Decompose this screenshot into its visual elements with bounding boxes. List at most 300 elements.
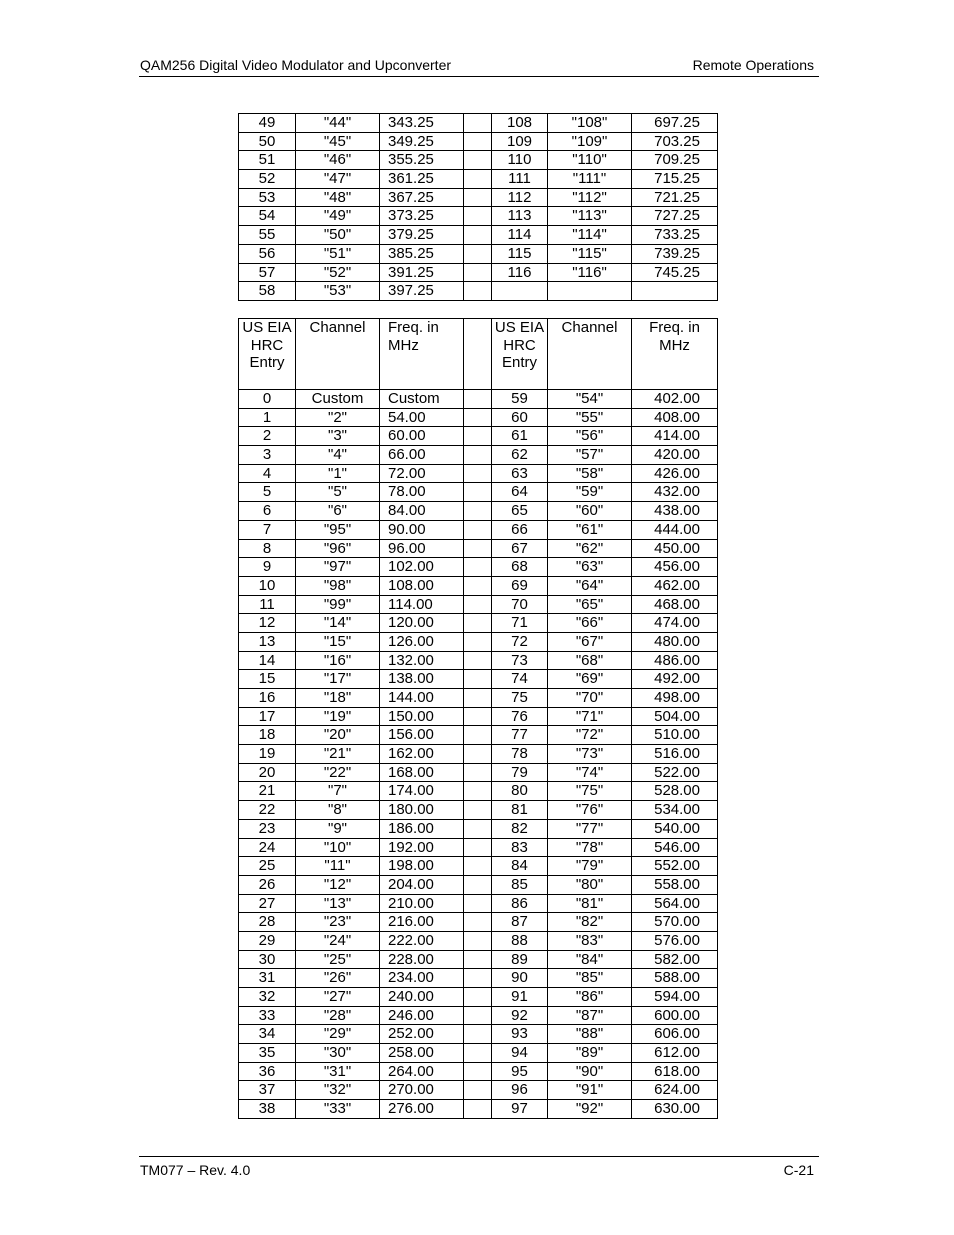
cell-entry: 113: [492, 207, 548, 226]
cell-channel: "95": [296, 520, 380, 539]
column-gap: [464, 819, 492, 838]
cell-entry: 3: [239, 446, 296, 465]
header-entry: US EIA HRC Entry: [492, 319, 548, 390]
cell-entry: 29: [239, 931, 296, 950]
cell-freq: 438.00: [632, 502, 718, 521]
cell-freq: 450.00: [632, 539, 718, 558]
cell-freq: 198.00: [380, 857, 464, 876]
column-gap: [464, 520, 492, 539]
cell-channel: "111": [548, 170, 632, 189]
cell-entry: 110: [492, 151, 548, 170]
cell-entry: 36: [239, 1062, 296, 1081]
cell-freq: 204.00: [380, 875, 464, 894]
table-row: [239, 114, 718, 133]
cell-entry: 12: [239, 614, 296, 633]
cell-entry: 77: [492, 726, 548, 745]
cell-freq: 576.00: [632, 931, 718, 950]
cell-channel: "15": [296, 632, 380, 651]
cell-entry: 79: [492, 763, 548, 782]
cell-freq: 510.00: [632, 726, 718, 745]
cell-entry: 19: [239, 745, 296, 764]
table-header-row: [239, 319, 718, 390]
cell-channel: "9": [296, 819, 380, 838]
cell-entry: 82: [492, 819, 548, 838]
table-row: [239, 226, 718, 245]
cell-entry: 9: [239, 558, 296, 577]
cell-entry: 94: [492, 1044, 548, 1063]
cell-channel: "44": [296, 114, 380, 133]
cell-entry: 32: [239, 988, 296, 1007]
cell-channel: "78": [548, 838, 632, 857]
cell-freq: 402.00: [632, 390, 718, 409]
cell-entry: 70: [492, 595, 548, 614]
cell-freq: 540.00: [632, 819, 718, 838]
cell-entry: 112: [492, 188, 548, 207]
cell-freq: 630.00: [632, 1100, 718, 1119]
cell-entry: 74: [492, 670, 548, 689]
column-gap: [464, 151, 492, 170]
column-gap: [464, 763, 492, 782]
column-gap: [464, 1025, 492, 1044]
cell-channel: "60": [548, 502, 632, 521]
cell-entry: 31: [239, 969, 296, 988]
table-row: [239, 707, 718, 726]
cell-entry: 78: [492, 745, 548, 764]
cell-entry: 89: [492, 950, 548, 969]
cell-entry: 115: [492, 244, 548, 263]
cell-freq: 564.00: [632, 894, 718, 913]
cell-channel: "66": [548, 614, 632, 633]
column-gap: [464, 170, 492, 189]
cell-freq: 367.25: [380, 188, 464, 207]
cell-freq: 270.00: [380, 1081, 464, 1100]
cell-entry: 1: [239, 408, 296, 427]
cell-entry: 52: [239, 170, 296, 189]
table-row: [239, 875, 718, 894]
column-gap: [464, 263, 492, 282]
cell-entry: 95: [492, 1062, 548, 1081]
cell-channel: "10": [296, 838, 380, 857]
cell-freq: Custom: [380, 390, 464, 409]
cell-channel: "70": [548, 689, 632, 708]
cell-freq: 72.00: [380, 464, 464, 483]
cell-freq: 90.00: [380, 520, 464, 539]
cell-channel: "28": [296, 1006, 380, 1025]
cell-freq: 498.00: [632, 689, 718, 708]
cell-channel: "62": [548, 539, 632, 558]
column-gap: [464, 408, 492, 427]
cell-channel: "19": [296, 707, 380, 726]
cell-channel: "29": [296, 1025, 380, 1044]
cell-channel: "79": [548, 857, 632, 876]
column-gap: [464, 670, 492, 689]
cell-freq: 108.00: [380, 576, 464, 595]
column-gap: [464, 207, 492, 226]
cell-freq: 546.00: [632, 838, 718, 857]
cell-freq: [632, 282, 718, 301]
table-row: [239, 446, 718, 465]
cell-channel: "16": [296, 651, 380, 670]
cell-channel: "7": [296, 782, 380, 801]
cell-channel: "89": [548, 1044, 632, 1063]
cell-channel: "73": [548, 745, 632, 764]
cell-channel: "47": [296, 170, 380, 189]
page-header: [139, 55, 819, 77]
cell-channel: "33": [296, 1100, 380, 1119]
cell-entry: 7: [239, 520, 296, 539]
cell-channel: "58": [548, 464, 632, 483]
cell-freq: 414.00: [632, 427, 718, 446]
cell-entry: 62: [492, 446, 548, 465]
table-row: [239, 726, 718, 745]
cell-freq: 252.00: [380, 1025, 464, 1044]
cell-channel: "75": [548, 782, 632, 801]
cell-freq: 186.00: [380, 819, 464, 838]
column-gap: [464, 282, 492, 301]
cell-freq: 456.00: [632, 558, 718, 577]
cell-channel: "71": [548, 707, 632, 726]
cell-entry: 38: [239, 1100, 296, 1119]
cell-entry: 16: [239, 689, 296, 708]
column-gap: [464, 1044, 492, 1063]
cell-channel: "1": [296, 464, 380, 483]
cell-freq: 582.00: [632, 950, 718, 969]
cell-entry: 5: [239, 483, 296, 502]
cell-channel: "31": [296, 1062, 380, 1081]
table-row: [239, 520, 718, 539]
cell-entry: 10: [239, 576, 296, 595]
cell-freq: 697.25: [632, 114, 718, 133]
cell-channel: "48": [296, 188, 380, 207]
cell-freq: 385.25: [380, 244, 464, 263]
table-row: [239, 1081, 718, 1100]
cell-entry: 114: [492, 226, 548, 245]
cell-entry: 57: [239, 263, 296, 282]
cell-channel: "17": [296, 670, 380, 689]
column-gap: [464, 390, 492, 409]
table-row: [239, 819, 718, 838]
column-gap: [464, 632, 492, 651]
cell-channel: "3": [296, 427, 380, 446]
column-gap: [464, 427, 492, 446]
cell-entry: 27: [239, 894, 296, 913]
cell-entry: 91: [492, 988, 548, 1007]
cell-freq: 486.00: [632, 651, 718, 670]
cell-freq: 624.00: [632, 1081, 718, 1100]
column-gap: [464, 838, 492, 857]
table-row: [239, 782, 718, 801]
cell-freq: 343.25: [380, 114, 464, 133]
cell-entry: 0: [239, 390, 296, 409]
cell-entry: 67: [492, 539, 548, 558]
cell-channel: "61": [548, 520, 632, 539]
header-channel: Channel: [296, 319, 380, 390]
cell-channel: "26": [296, 969, 380, 988]
cell-channel: "88": [548, 1025, 632, 1044]
cell-channel: "49": [296, 207, 380, 226]
cell-channel: "64": [548, 576, 632, 595]
table-row: [239, 670, 718, 689]
cell-freq: 210.00: [380, 894, 464, 913]
column-gap: [464, 801, 492, 820]
cell-channel: "13": [296, 894, 380, 913]
table-row: [239, 244, 718, 263]
cell-channel: "54": [548, 390, 632, 409]
cell-freq: 228.00: [380, 950, 464, 969]
cell-freq: 474.00: [632, 614, 718, 633]
header-freq: Freq. in MHz: [380, 319, 464, 390]
cell-entry: 60: [492, 408, 548, 427]
table-row: [239, 931, 718, 950]
section-title: Remote Operations: [692, 57, 814, 73]
cell-freq: 516.00: [632, 745, 718, 764]
cell-entry: 24: [239, 838, 296, 857]
table-row: [239, 1100, 718, 1119]
column-gap: [464, 446, 492, 465]
cell-freq: 156.00: [380, 726, 464, 745]
cell-channel: "98": [296, 576, 380, 595]
cell-channel: "56": [548, 427, 632, 446]
cell-channel: "81": [548, 894, 632, 913]
cell-channel: "59": [548, 483, 632, 502]
table-row: [239, 913, 718, 932]
cell-channel: "18": [296, 689, 380, 708]
cell-channel: "115": [548, 244, 632, 263]
cell-channel: "32": [296, 1081, 380, 1100]
cell-entry: 80: [492, 782, 548, 801]
column-gap: [464, 539, 492, 558]
cell-freq: 600.00: [632, 1006, 718, 1025]
table-row: [239, 151, 718, 170]
cell-freq: 703.25: [632, 132, 718, 151]
table-row: [239, 464, 718, 483]
cell-entry: 96: [492, 1081, 548, 1100]
column-gap: [464, 1100, 492, 1119]
column-gap: [464, 745, 492, 764]
table-row: [239, 950, 718, 969]
cell-channel: "30": [296, 1044, 380, 1063]
table-row: [239, 689, 718, 708]
column-gap: [464, 464, 492, 483]
table-row: [239, 745, 718, 764]
cell-channel: "22": [296, 763, 380, 782]
table-row: [239, 188, 718, 207]
cell-channel: "86": [548, 988, 632, 1007]
cell-channel: "83": [548, 931, 632, 950]
cell-freq: 733.25: [632, 226, 718, 245]
cell-channel: "52": [296, 263, 380, 282]
cell-entry: 14: [239, 651, 296, 670]
cell-entry: 37: [239, 1081, 296, 1100]
cell-freq: 126.00: [380, 632, 464, 651]
table-row: [239, 988, 718, 1007]
cell-freq: 174.00: [380, 782, 464, 801]
cell-freq: 468.00: [632, 595, 718, 614]
cell-entry: 2: [239, 427, 296, 446]
table-row: [239, 651, 718, 670]
column-gap: [464, 857, 492, 876]
cell-entry: 26: [239, 875, 296, 894]
column-gap: [464, 576, 492, 595]
table-row: [239, 170, 718, 189]
column-gap: [464, 114, 492, 133]
us-eia-hrc-channel-table: [238, 318, 718, 1119]
cell-entry: 23: [239, 819, 296, 838]
cell-entry: 20: [239, 763, 296, 782]
cell-freq: 552.00: [632, 857, 718, 876]
cell-entry: 116: [492, 263, 548, 282]
cell-freq: 102.00: [380, 558, 464, 577]
cell-freq: 192.00: [380, 838, 464, 857]
table-row: [239, 539, 718, 558]
column-gap: [464, 988, 492, 1007]
table-row: [239, 801, 718, 820]
cell-freq: 234.00: [380, 969, 464, 988]
cell-channel: "51": [296, 244, 380, 263]
cell-freq: 721.25: [632, 188, 718, 207]
column-gap: [464, 595, 492, 614]
channel-table-continued: [238, 113, 718, 301]
cell-freq: 355.25: [380, 151, 464, 170]
cell-freq: 462.00: [632, 576, 718, 595]
cell-channel: "11": [296, 857, 380, 876]
cell-entry: 8: [239, 539, 296, 558]
cell-channel: "14": [296, 614, 380, 633]
cell-channel: "77": [548, 819, 632, 838]
cell-entry: 35: [239, 1044, 296, 1063]
column-gap: [464, 950, 492, 969]
column-gap: [464, 913, 492, 932]
cell-entry: 108: [492, 114, 548, 133]
table-row: [239, 1044, 718, 1063]
cell-entry: 86: [492, 894, 548, 913]
cell-entry: 33: [239, 1006, 296, 1025]
cell-channel: "12": [296, 875, 380, 894]
table-row: [239, 763, 718, 782]
table-row: [239, 282, 718, 301]
cell-entry: 54: [239, 207, 296, 226]
cell-entry: 90: [492, 969, 548, 988]
column-gap: [464, 1081, 492, 1100]
cell-entry: 61: [492, 427, 548, 446]
cell-channel: "67": [548, 632, 632, 651]
cell-entry: 83: [492, 838, 548, 857]
table-row: [239, 408, 718, 427]
header-channel: Channel: [548, 319, 632, 390]
column-gap: [464, 1006, 492, 1025]
cell-entry: 18: [239, 726, 296, 745]
cell-freq: 216.00: [380, 913, 464, 932]
cell-entry: 75: [492, 689, 548, 708]
column-gap: [464, 651, 492, 670]
column-gap: [464, 931, 492, 950]
cell-freq: 349.25: [380, 132, 464, 151]
cell-channel: "99": [296, 595, 380, 614]
cell-freq: 594.00: [632, 988, 718, 1007]
cell-freq: 78.00: [380, 483, 464, 502]
cell-channel: "46": [296, 151, 380, 170]
cell-freq: 432.00: [632, 483, 718, 502]
page-footer: [139, 1156, 819, 1181]
column-gap: [464, 188, 492, 207]
cell-freq: 504.00: [632, 707, 718, 726]
cell-freq: 138.00: [380, 670, 464, 689]
table-row: [239, 483, 718, 502]
cell-freq: 96.00: [380, 539, 464, 558]
cell-entry: 81: [492, 801, 548, 820]
cell-freq: 132.00: [380, 651, 464, 670]
cell-entry: 49: [239, 114, 296, 133]
cell-freq: 420.00: [632, 446, 718, 465]
cell-entry: 56: [239, 244, 296, 263]
cell-entry: 4: [239, 464, 296, 483]
cell-channel: "6": [296, 502, 380, 521]
column-gap: [464, 132, 492, 151]
column-gap: [464, 319, 492, 390]
table-row: [239, 894, 718, 913]
cell-entry: 87: [492, 913, 548, 932]
cell-channel: "27": [296, 988, 380, 1007]
cell-freq: 361.25: [380, 170, 464, 189]
cell-freq: 739.25: [632, 244, 718, 263]
cell-freq: 745.25: [632, 263, 718, 282]
table-row: [239, 838, 718, 857]
cell-freq: 379.25: [380, 226, 464, 245]
cell-freq: 240.00: [380, 988, 464, 1007]
column-gap: [464, 726, 492, 745]
cell-entry: 21: [239, 782, 296, 801]
cell-entry: 73: [492, 651, 548, 670]
cell-channel: [548, 282, 632, 301]
cell-channel: "4": [296, 446, 380, 465]
cell-channel: "87": [548, 1006, 632, 1025]
cell-freq: 534.00: [632, 801, 718, 820]
cell-channel: "21": [296, 745, 380, 764]
cell-entry: 84: [492, 857, 548, 876]
cell-entry: 53: [239, 188, 296, 207]
column-gap: [464, 782, 492, 801]
cell-freq: 408.00: [632, 408, 718, 427]
column-gap: [464, 226, 492, 245]
cell-entry: 66: [492, 520, 548, 539]
cell-freq: 60.00: [380, 427, 464, 446]
cell-entry: 92: [492, 1006, 548, 1025]
table-row: [239, 1025, 718, 1044]
cell-freq: 120.00: [380, 614, 464, 633]
cell-channel: "20": [296, 726, 380, 745]
column-gap: [464, 558, 492, 577]
cell-freq: 715.25: [632, 170, 718, 189]
cell-entry: 22: [239, 801, 296, 820]
cell-entry: 15: [239, 670, 296, 689]
cell-freq: 709.25: [632, 151, 718, 170]
cell-channel: "53": [296, 282, 380, 301]
cell-freq: 444.00: [632, 520, 718, 539]
cell-channel: "108": [548, 114, 632, 133]
cell-freq: 276.00: [380, 1100, 464, 1119]
cell-channel: "2": [296, 408, 380, 427]
cell-channel: "96": [296, 539, 380, 558]
cell-entry: 34: [239, 1025, 296, 1044]
cell-freq: 492.00: [632, 670, 718, 689]
document-revision: TM077 – Rev. 4.0: [140, 1162, 251, 1178]
cell-freq: 84.00: [380, 502, 464, 521]
header-freq: Freq. in MHz: [632, 319, 718, 390]
table-row: [239, 632, 718, 651]
cell-freq: 54.00: [380, 408, 464, 427]
cell-channel: "116": [548, 263, 632, 282]
column-gap: [464, 689, 492, 708]
